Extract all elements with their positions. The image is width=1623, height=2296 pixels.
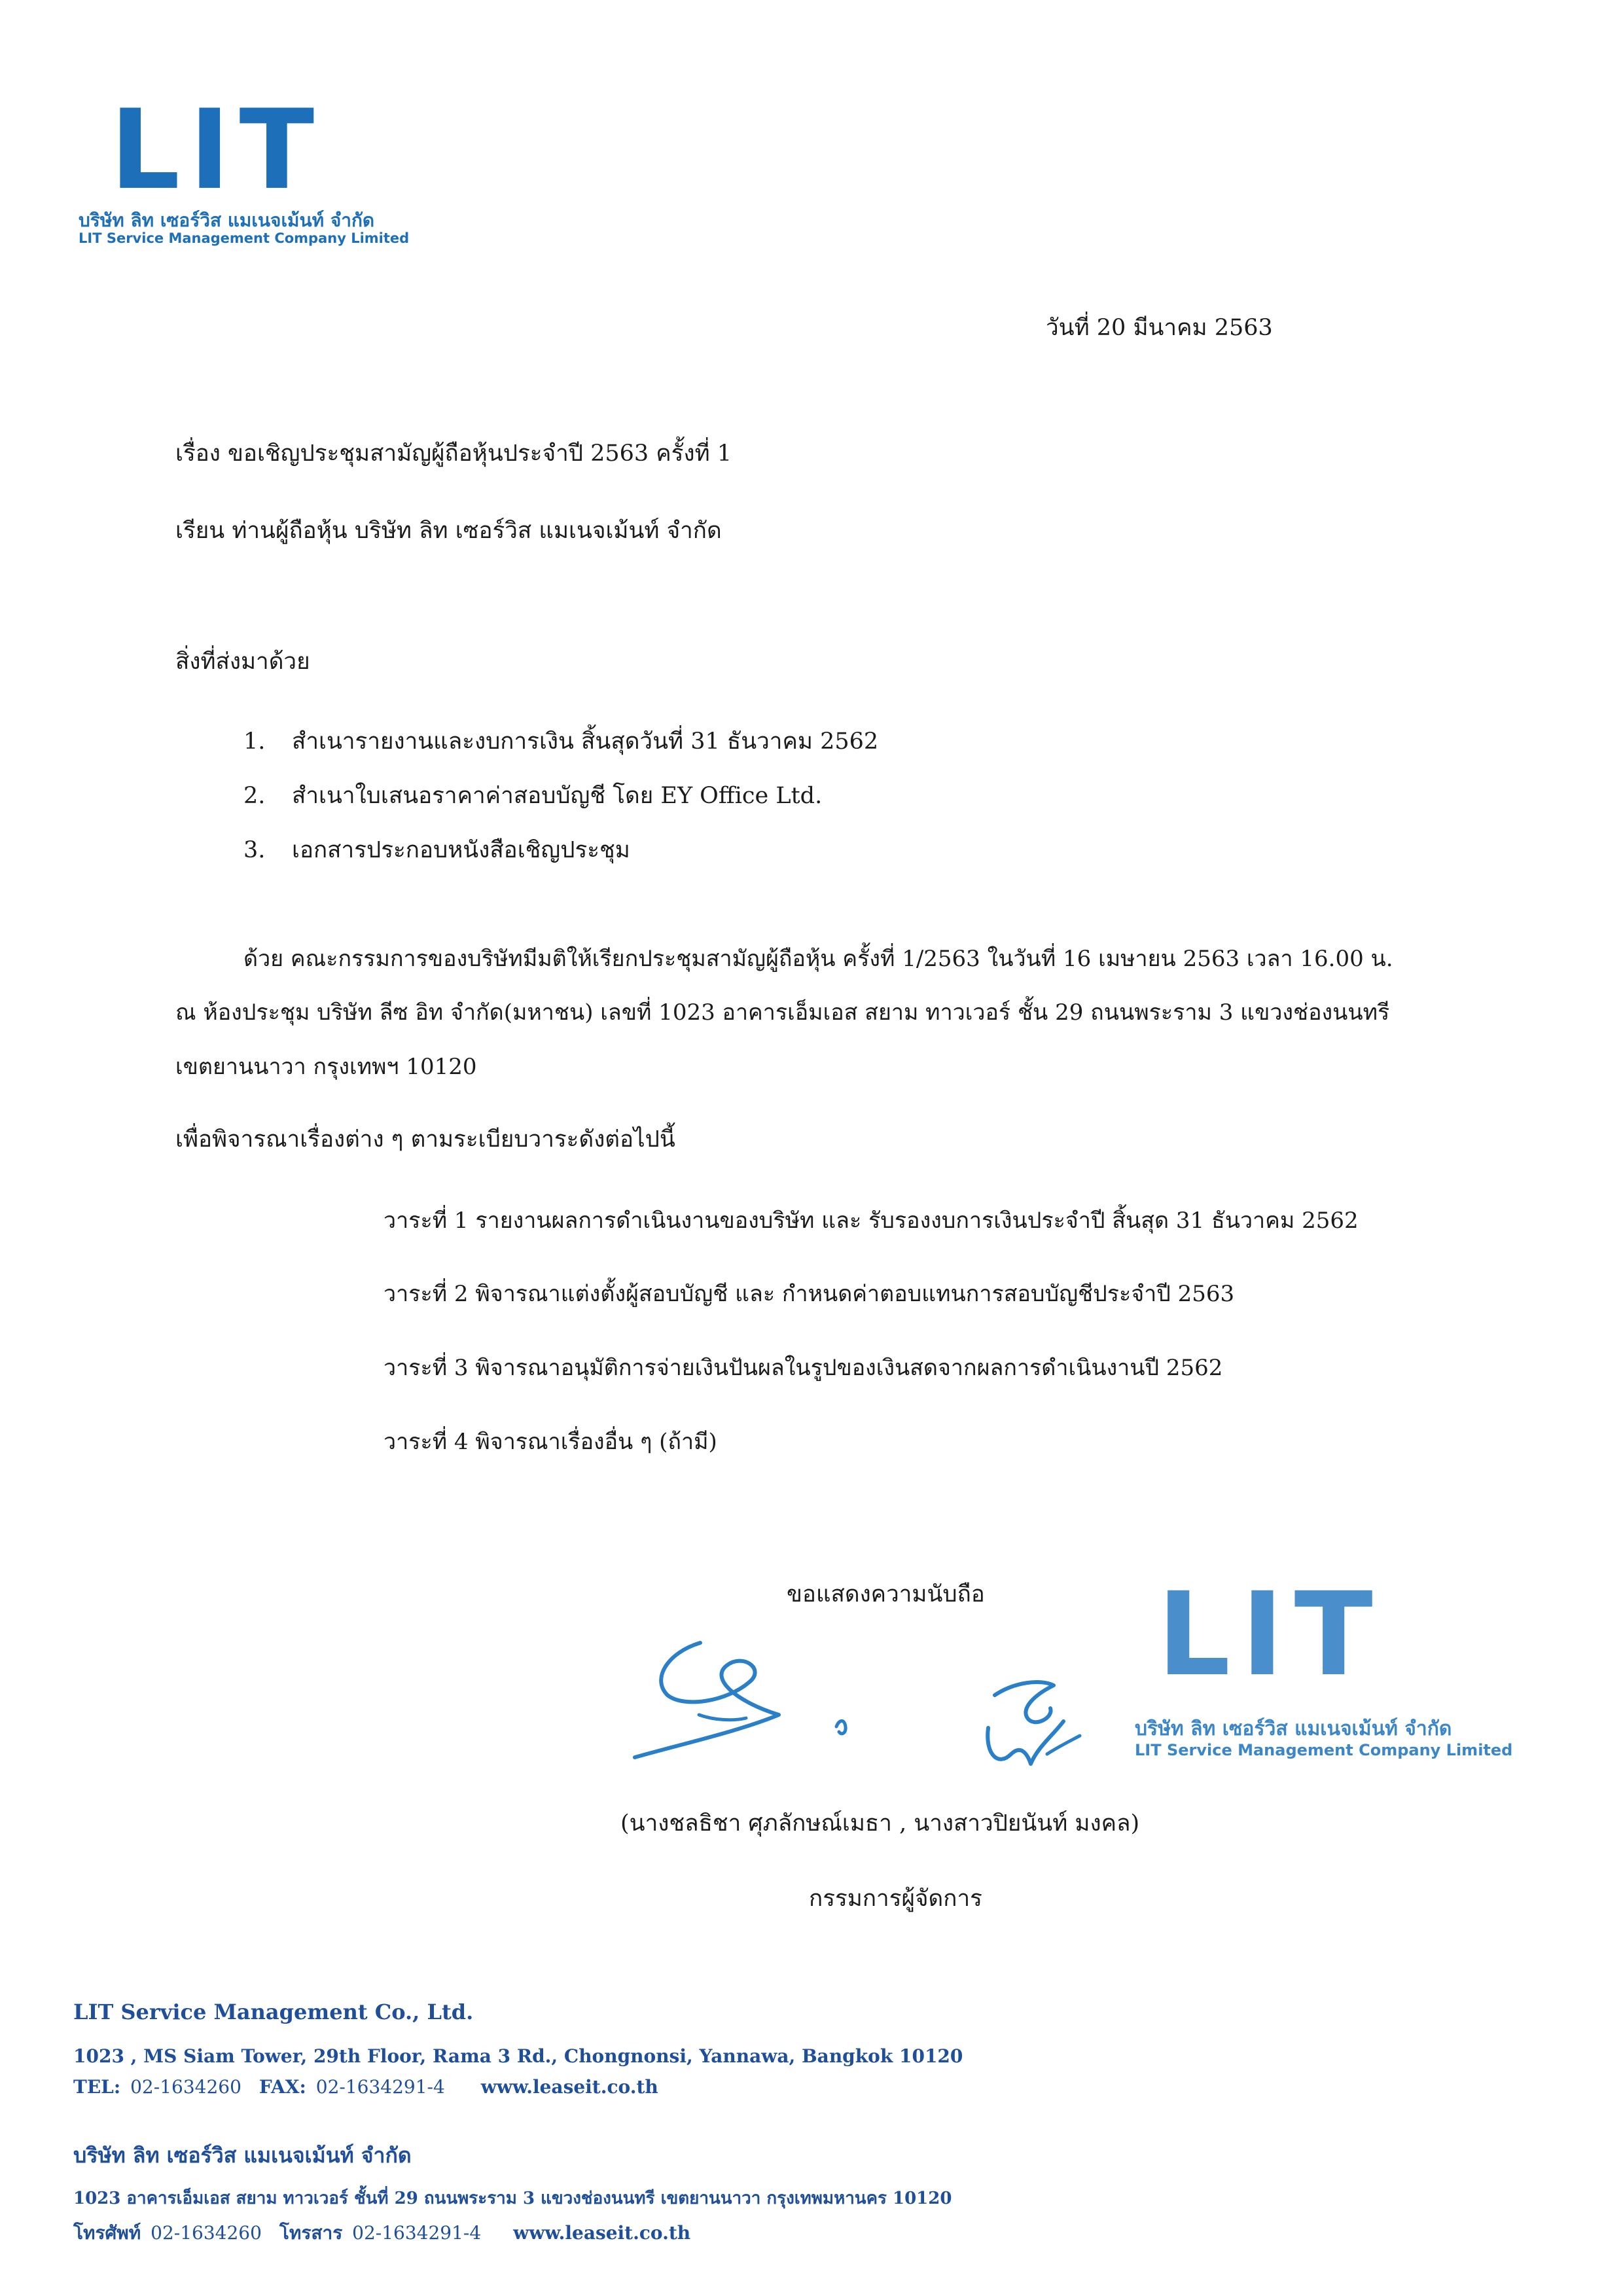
enclosure-item: เอกสารประกอบหนังสือเชิญประชุม [292,837,630,863]
footer-tel: 02-1634260 [130,2076,241,2098]
signature-1-icon [628,1617,864,1774]
footer-website[interactable]: www.leaseit.co.th [480,2076,658,2098]
footer-address-eng [73,2045,963,2067]
logo-mark: LIT [110,86,324,214]
footer-fax: 02-1634291-4 [315,2076,445,2098]
body-line: ด้วย คณะกรรมการของบริษัทมีมติให้เรียกประชุมสามัญผู้ถือหุ้น ครั้งที่ 1/2563 ในวันที่ 16 เมษายน 2563 เวลา 16.00 น. [243,946,1393,972]
signatory-title: กรรมการผู้จัดการ [809,1886,982,1912]
letter-date: วันที่ 20 มีนาคม 2563 [1046,315,1273,341]
enclosure-item: สำเนารายงานและงบการเงิน สิ้นสุดวันที่ 31 ธันวาคม 2562 [292,728,879,755]
footer-address-thai: 1023 อาคารเอ็มเอส สยาม ทาวเวอร์ ชั้นที่ 29 ถนนพระราม 3 แขวงช่องนนทรี เขตยานนาวา กรุงเทพมหานคร 10120 [73,2189,952,2208]
logo-company-eng: LIT Service Management Company Limited [79,230,410,246]
agenda-item: วาระที่ 4 พิจารณาเรื่องอื่น ๆ (ถ้ามี) [383,1429,717,1455]
stamp-company-eng: LIT Service Management Company Limited [1135,1741,1513,1759]
agenda-item: วาระที่ 3 พิจารณาอนุมัติการจ่ายเงินปันผลในรูปของเงินสดจากผลการดำเนินงานปี 2562 [383,1355,1223,1381]
agenda-intro: เพื่อพิจารณาเรื่องต่าง ๆ ตามระเบียบวาระดังต่อไปนี้ [175,1126,675,1153]
stamp-company-thai: บริษัท ลิท เซอร์วิส แมเนจเม้นท์ จำกัด [1135,1717,1452,1740]
footer-tel-label: TEL: [73,2076,121,2098]
logo-company-thai: บริษัท ลิท เซอร์วิส แมเนจเม้นท์ จำกัด [79,209,375,231]
signatories: (นางชลธิชา ศุภลักษณ์เมธา , นางสาวปิยนันท์ มงคล) [620,1810,1140,1837]
agenda-item: วาระที่ 1 รายงานผลการดำเนินงานของบริษัท และ รับรองงบการเงินประจำปี สิ้นสุด 31 ธันวาคม 2562 [383,1208,1359,1234]
footer-fax-thai-label: โทรสาร [279,2222,343,2244]
enclosure-number: 3. [243,837,266,863]
company-stamp [1126,1568,1513,1767]
enclosure-number: 2. [243,783,266,809]
header-logo [71,86,411,252]
footer-fax-label: FAX: [259,2076,306,2098]
letter-recipient: เรียน ท่านผู้ถือหุ้น บริษัท ลิท เซอร์วิส แมเนจเม้นท์ จำกัด [175,518,722,544]
body-line: เขตยานนาวา กรุงเทพฯ 10120 [175,1054,477,1080]
footer-contact-thai [73,2219,690,2248]
enclosure-item: สำเนาใบเสนอราคาค่าสอบบัญชี โดย EY Office Ltd. [292,783,823,809]
footer-website-thai[interactable]: www.leaseit.co.th [513,2222,691,2244]
footer-company-thai: บริษัท ลิท เซอร์วิส แมเนจเม้นท์ จำกัด [73,2143,412,2168]
enclosures-title: สิ่งที่ส่งมาด้วย [175,649,310,675]
footer-company-eng: LIT Service Management Co., Ltd. [73,2000,474,2024]
signature-2-icon [955,1656,1086,1787]
footer-address-eng-text: 1023 , MS Siam Tower, 29th Floor, Rama 3 Rd., Chongnonsi, Yannawa, Bangkok 10120 [73,2045,963,2067]
footer-fax-thai: 02-1634291-4 [352,2222,482,2244]
stamp-mark: LIT [1157,1568,1383,1702]
closing-text: ขอแสดงความนับถือ [787,1581,985,1607]
body-line: ณ ห้องประชุม บริษัท ลีซ อิท จำกัด(มหาชน) เลขที่ 1023 อาคารเอ็มเอส สยาม ทาวเวอร์ ชั้น 29 ถนนพระราม 3 แขวงช่องนนทรี [175,999,1390,1026]
footer-contact-eng [73,2076,658,2098]
footer-tel-thai-label: โทรศัพท์ [73,2222,141,2244]
footer-tel-thai: 02-1634260 [151,2222,262,2244]
agenda-item: วาระที่ 2 พิจารณาแต่งตั้งผู้สอบบัญชี และ กำหนดค่าตอบแทนการสอบบัญชีประจำปี 2563 [383,1281,1235,1307]
enclosure-number: 1. [243,728,266,755]
letter-subject: เรื่อง ขอเชิญประชุมสามัญผู้ถือหุ้นประจำปี 2563 ครั้งที่ 1 [175,440,732,467]
